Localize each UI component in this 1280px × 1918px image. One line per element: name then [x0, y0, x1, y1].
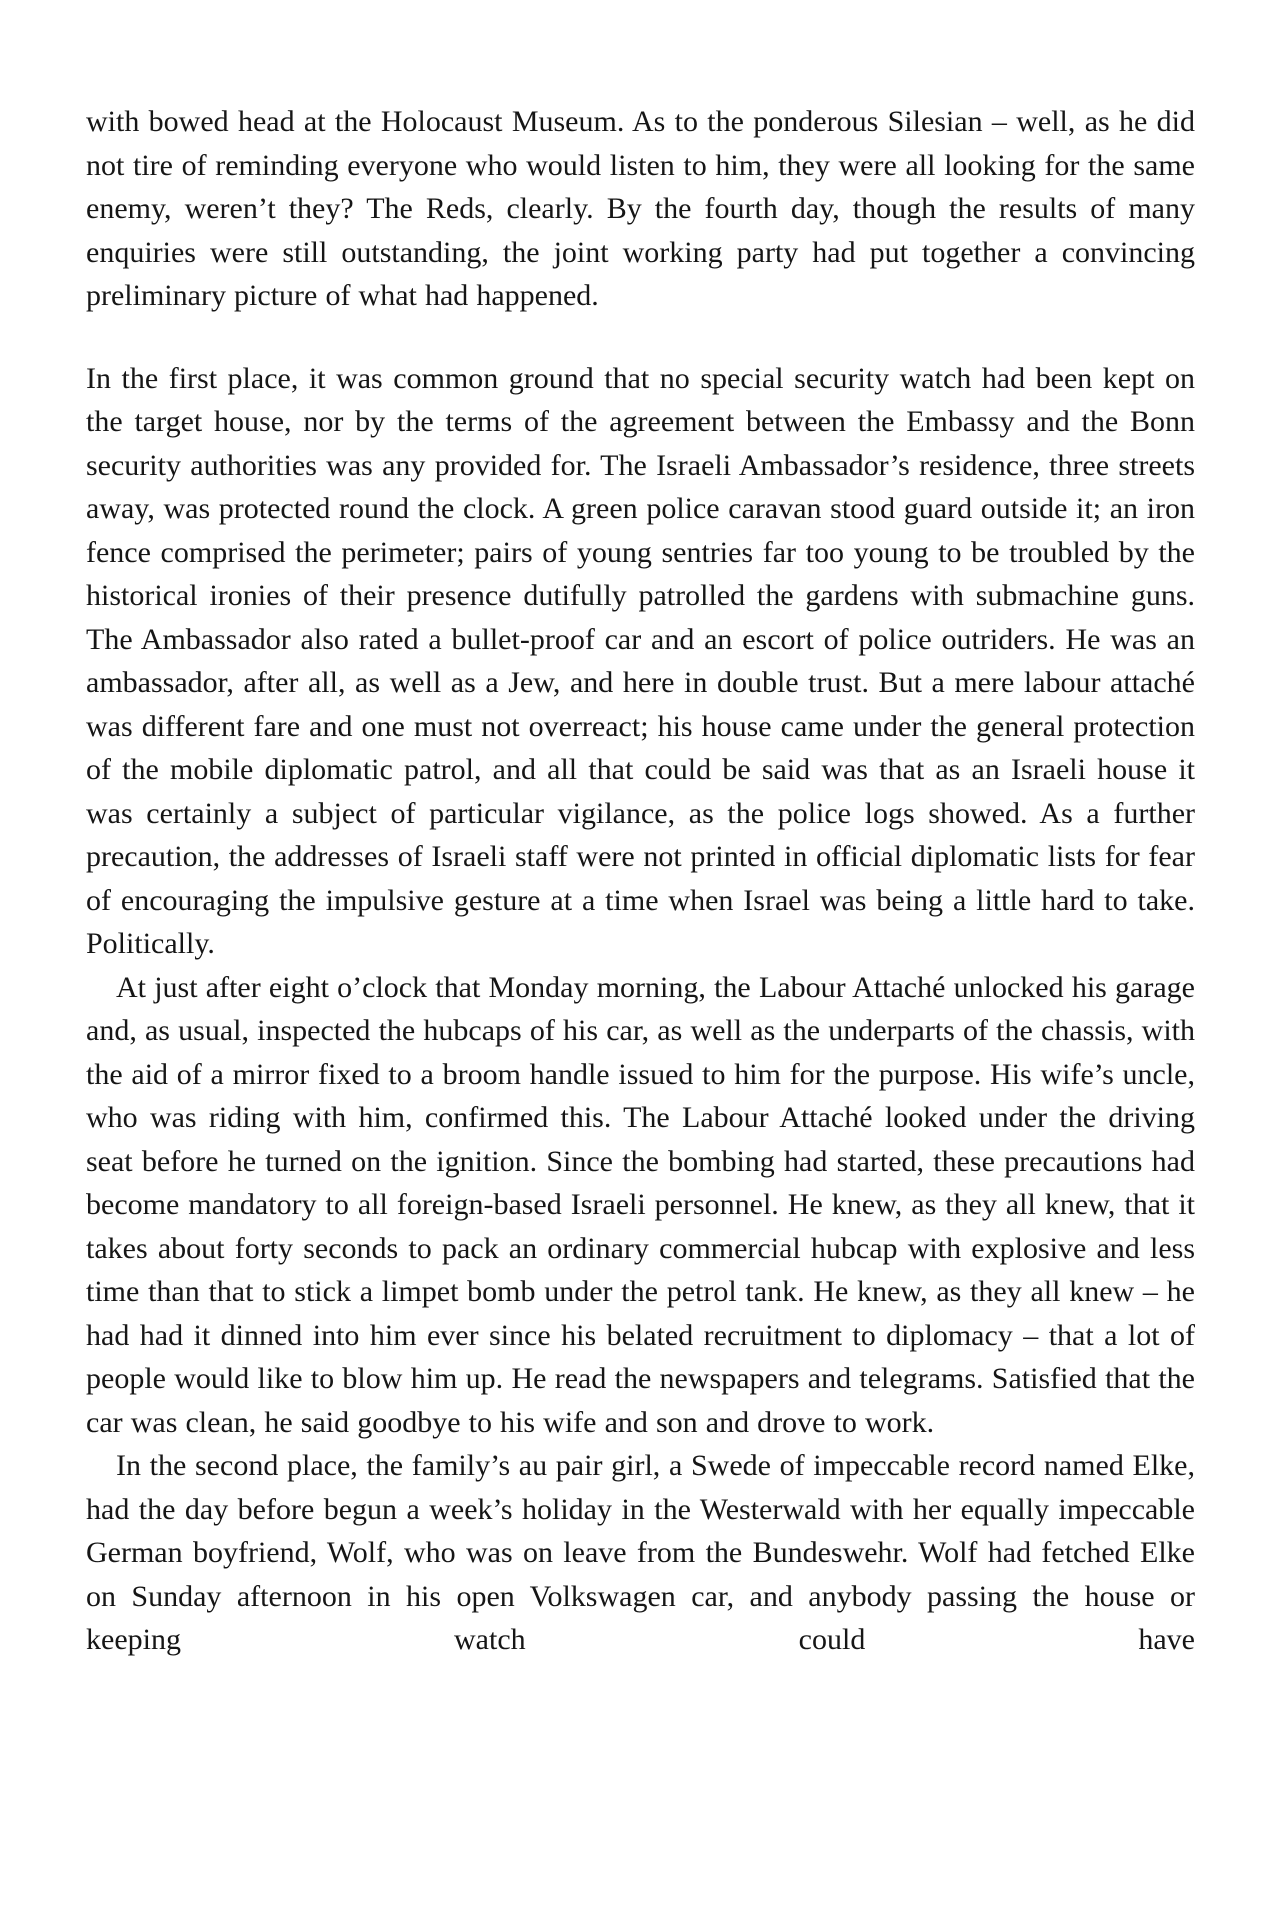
paragraph-continuation: with bowed head at the Holocaust Museum. As to the ponderous Silesian – well, as he did not tire of reminding everyone who would listen to him, they were all looking for the same enemy, weren’t they? The Reds, clearly. By the fourth day, though the results of many enquiries were still outstanding, the joint working party had put together a convincing preliminary picture of what had happened. — [86, 105, 1195, 312]
paragraph-monday-morning: At just after eight o’clock that Monday morning, the Labour Attaché unlocked his garage and, as usual, inspected the hubcaps of his car, as well as the underparts of the chassis, with the aid of a mirror fixed to a broom handle issued to him for the purpose. His wife’s uncle, who was riding with him, confirmed this. The Labour Attaché looked under the driving seat before he turned on the ignition. Since the bombing had started, these precautions had become mandatory to all foreign-based Israeli personnel. He knew, as they all knew, that it takes about forty seconds to pack an ordinary commercial hubcap with explosive and less time than that to stick a limpet bomb under the petrol tank. He knew, as they all knew – he had had it dinned into him ever since his belated recruitment to diplomacy – that a lot of people would like to blow him up. He read the newspapers and telegrams. Satisfied that the car was clean, he said goodbye to his wife and son and drove to work. — [86, 970, 1195, 1439]
paragraph-first-place: In the first place, it was common ground that no special security watch had been kept on the target house, nor by the terms of the agreement between the Embassy and the Bonn security authorities was any provided for. The Israeli Ambassador’s residence, three streets away, was protected round the clock. A green police caravan stood guard outside it; an iron fence comprised the perimeter; pairs of young sentries far too young to be troubled by the historical ironies of their presence dutifully patrolled the gardens with submachine guns. The Ambassador also rated a bullet-proof car and an escort of police outriders. He was an ambassador, after all, as well as a Jew, and here in double trust. But a mere labour attaché was different fare and one must not overreact; his house came under the general protection of the mobile diplomatic patrol, and all that could be said was that as an Israeli house it was certainly a subject of particular vigilance, as the police logs showed. As a further precaution, the addresses of Israeli staff were not printed in official diplomatic lists for fear of encouraging the impulsive gesture at a time when Israel was being a little hard to take. Politically. — [86, 361, 1195, 960]
paragraph-second-place: In the second place, the family’s au pair girl, a Swede of impeccable record named Elke, had the day before begun a week’s holiday in the Westerwald with her equally impeccable German boyfriend, Wolf, who was on leave from the Bundeswehr. Wolf had fetched Elke on Sunday afternoon in his open Volkswagen car, and anybody passing the house or keeping watch could have — [86, 1449, 1195, 1656]
